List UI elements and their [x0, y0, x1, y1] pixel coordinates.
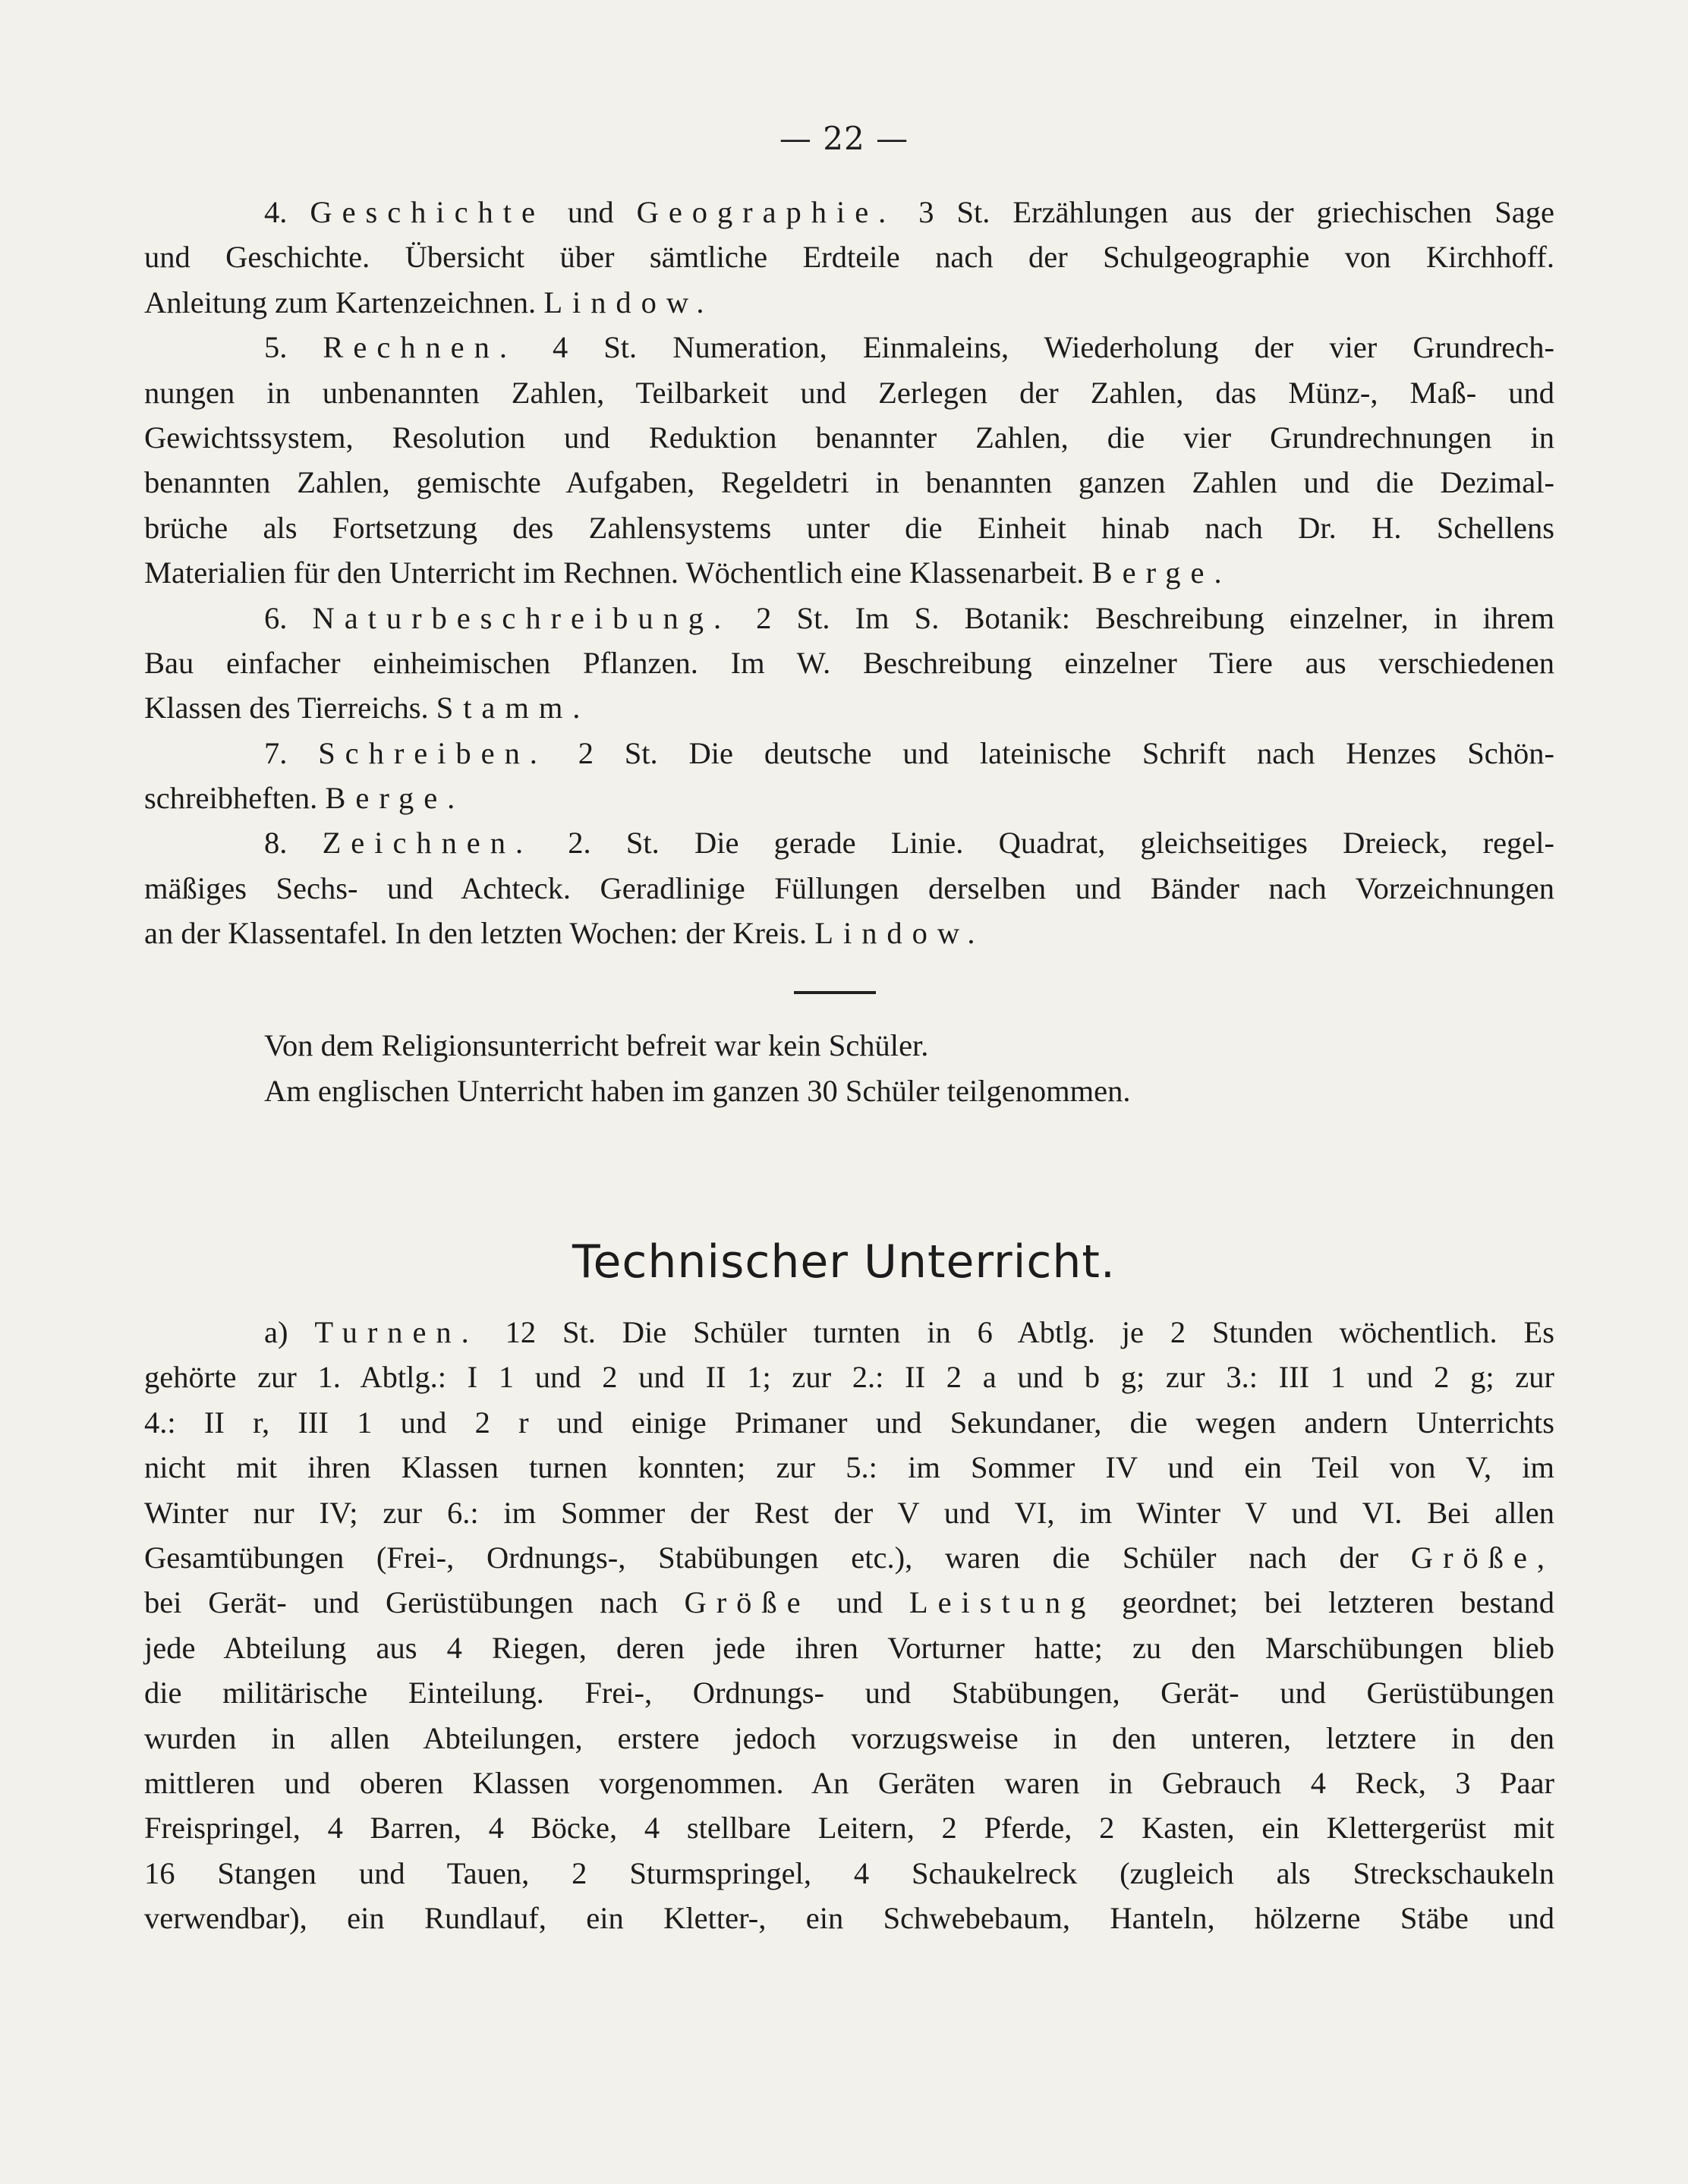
text-run: 7.	[264, 735, 319, 770]
text-run: geordnet; bei letzteren bestand	[1095, 1585, 1554, 1620]
text-run: benannten Zahlen, gemischte Aufgaben, Regeldetri in benannten ganzen Zahlen und die Dezimal-	[144, 465, 1554, 500]
text-line	[144, 1625, 1554, 1670]
spaced-emphasis: Leistung	[909, 1585, 1096, 1620]
text-line	[144, 731, 1554, 776]
text-run: brüche als Fortsetzung des Zahlensystems unter die Einheit hinab nach Dr. H. Schellens	[144, 510, 1554, 545]
spaced-emphasis: Zeichnen.	[322, 826, 534, 861]
text-run: 8.	[264, 826, 323, 861]
text-run: und	[810, 1585, 909, 1620]
text-line	[144, 505, 1554, 550]
text-line	[144, 325, 1554, 370]
text-run: wurden in allen Abteilungen, erstere jedoch vorzugsweise in den unteren, letztere in den	[144, 1720, 1554, 1755]
note-religion: Von dem Religionsunterricht befreit war kein Schüler.	[264, 1028, 929, 1062]
text-run: 4.	[264, 195, 310, 229]
text-run: nicht mit ihren Klassen turnen konnten; zur 5.: im Sommer IV und ein Teil von V, im	[144, 1450, 1554, 1485]
text-line	[144, 1400, 1554, 1445]
spaced-emphasis: Größe,	[1410, 1540, 1554, 1575]
spaced-emphasis: Turnen.	[314, 1315, 479, 1349]
text-run: 16 Stangen und Tauen, 2 Sturmspringel, 4 Schaukelreck (zugleich als Streckschaukeln	[144, 1855, 1554, 1890]
text-run: verwendbar), ein Rundlauf, ein Kletter-, ein Schwebebaum, Hanteln, hölzerne Stäbe und	[144, 1901, 1554, 1936]
text-line	[144, 685, 1554, 730]
text-run: schreibheften.	[144, 781, 326, 816]
text-line	[144, 415, 1554, 460]
text-run: Bau einfacher einheimischen Pflanzen. Im W. Beschreibung einzelner Tiere aus verschiedenen	[144, 645, 1554, 680]
spaced-emphasis: Lindow.	[814, 916, 985, 951]
text-line	[144, 1445, 1554, 1490]
text-line	[144, 1490, 1554, 1535]
text-line	[144, 1310, 1554, 1355]
text-run: jede Abteilung aus 4 Riegen, deren jede ihren Vorturner hatte; zu den Marschübungen blieb	[144, 1630, 1554, 1665]
text-line	[144, 234, 1554, 279]
text-run: 6.	[264, 600, 313, 635]
note-english: Am englischen Unterricht haben im ganzen 30 Schüler teilgenommen.	[264, 1074, 1131, 1108]
text-run: 5.	[264, 330, 323, 365]
text-run: die militärische Einteilung. Frei-, Ordnungs- und Stabübungen, Gerät- und Gerüstübungen	[144, 1676, 1554, 1710]
text-line	[144, 1535, 1554, 1580]
text-run: mittleren und oberen Klassen vorgenommen. An Geräten waren in Gebrauch 4 Reck, 3 Paar	[144, 1765, 1554, 1800]
text-run: an der Klassentafel. In den letzten Wochen: der Kreis.	[144, 916, 815, 951]
text-run: 12 St. Die Schüler turnten in 6 Abtlg. je 2 Stunden wöchentlich. Es	[478, 1315, 1554, 1349]
text-run: mäßiges Sechs- und Achteck. Geradlinige Füllungen derselben und Bänder nach Vorzeichnungen	[144, 870, 1554, 905]
text-run: und	[544, 195, 637, 229]
text-run: 4.: II r, III 1 und 2 r und einige Primaner und Sekundaner, die wegen andern Unterrichts	[144, 1405, 1554, 1440]
text-line	[144, 190, 1554, 234]
text-line	[144, 1761, 1554, 1805]
text-run: Gewichtssystem, Resolution und Reduktion benannter Zahlen, die vier Grundrechnungen in	[144, 420, 1554, 455]
spaced-emphasis: Naturbeschreibung.	[312, 600, 732, 635]
text-line	[144, 1851, 1554, 1896]
spaced-emphasis: Berge.	[325, 781, 465, 816]
text-line	[144, 1670, 1554, 1715]
page-number: — 22 —	[779, 120, 909, 157]
text-run: 3 St. Erzählungen aus der griechischen Sage	[896, 195, 1554, 229]
text-line	[144, 820, 1554, 865]
spaced-emphasis: Stamm.	[436, 691, 590, 725]
spaced-emphasis: Schreiben.	[318, 735, 547, 770]
text-line	[144, 280, 1554, 325]
text-line	[144, 1355, 1554, 1399]
text-line	[144, 911, 1554, 955]
text-run: 4 St. Numeration, Einmaleins, Wiederholung der vier Grundrech-	[516, 330, 1554, 365]
text-line	[144, 596, 1554, 640]
text-line	[144, 1896, 1554, 1940]
text-run: Freispringel, 4 Barren, 4 Böcke, 4 stellbare Leitern, 2 Pferde, 2 Kasten, ein Klettergerüst mit	[144, 1811, 1554, 1846]
text-run: Gesamtübungen (Frei-, Ordnungs-, Stabübungen etc.), waren die Schüler nach der	[144, 1540, 1411, 1575]
text-line	[144, 640, 1554, 685]
spaced-emphasis: Geographie.	[636, 195, 896, 229]
spaced-emphasis: Berge.	[1091, 555, 1232, 590]
text-run: Materialien für den Unterricht im Rechnen. Wöchentlich eine Klassenarbeit.	[144, 555, 1092, 590]
text-run: gehörte zur 1. Abtlg.: I 1 und 2 und II 1; zur 2.: II 2 a und b g; zur 3.: III 1 und 2 g; zur	[144, 1360, 1554, 1395]
text-run: 2 St. Im S. Botanik: Beschreibung einzelner, in ihrem	[731, 600, 1555, 635]
text-run: bei Gerät- und Gerüstübungen nach	[144, 1585, 685, 1620]
text-line	[144, 1805, 1554, 1850]
text-line	[144, 550, 1554, 595]
divider-rule	[794, 991, 876, 994]
text-line	[144, 866, 1554, 911]
text-run: Klassen des Tierreichs.	[144, 691, 436, 725]
text-run: a)	[264, 1315, 315, 1349]
section-technical	[144, 1310, 1554, 1940]
spaced-emphasis: Größe	[684, 1585, 811, 1620]
text-run: Anleitung zum Kartenzeichnen.	[144, 285, 544, 319]
text-line	[144, 776, 1554, 820]
text-line	[144, 1580, 1554, 1625]
text-run: Winter nur IV; zur 6.: im Sommer der Rest der V und VI, im Winter V und VI. Bei allen	[144, 1495, 1554, 1530]
text-run: 2. St. Die gerade Linie. Quadrat, gleichseitiges Dreieck, regel-	[533, 826, 1555, 861]
spaced-emphasis: Geschichte	[310, 195, 545, 229]
text-line	[144, 370, 1554, 415]
text-run: und Geschichte. Übersicht über sämtliche Erdteile nach der Schulgeographie von Kirchhoff.	[144, 240, 1554, 275]
text-run: nungen in unbenannten Zahlen, Teilbarkeit und Zerlegen der Zahlen, das Münz-, Maß- und	[144, 375, 1554, 410]
spaced-emphasis: Lindow.	[543, 285, 714, 319]
text-run: 2 St. Die deutsche und lateinische Schrift nach Henzes Schön-	[546, 735, 1554, 770]
spaced-emphasis: Rechnen.	[323, 330, 517, 365]
section-subjects	[144, 190, 1554, 956]
text-line	[144, 460, 1554, 505]
section-heading: Technischer Unterricht.	[572, 1235, 1116, 1289]
text-line	[144, 1716, 1554, 1761]
